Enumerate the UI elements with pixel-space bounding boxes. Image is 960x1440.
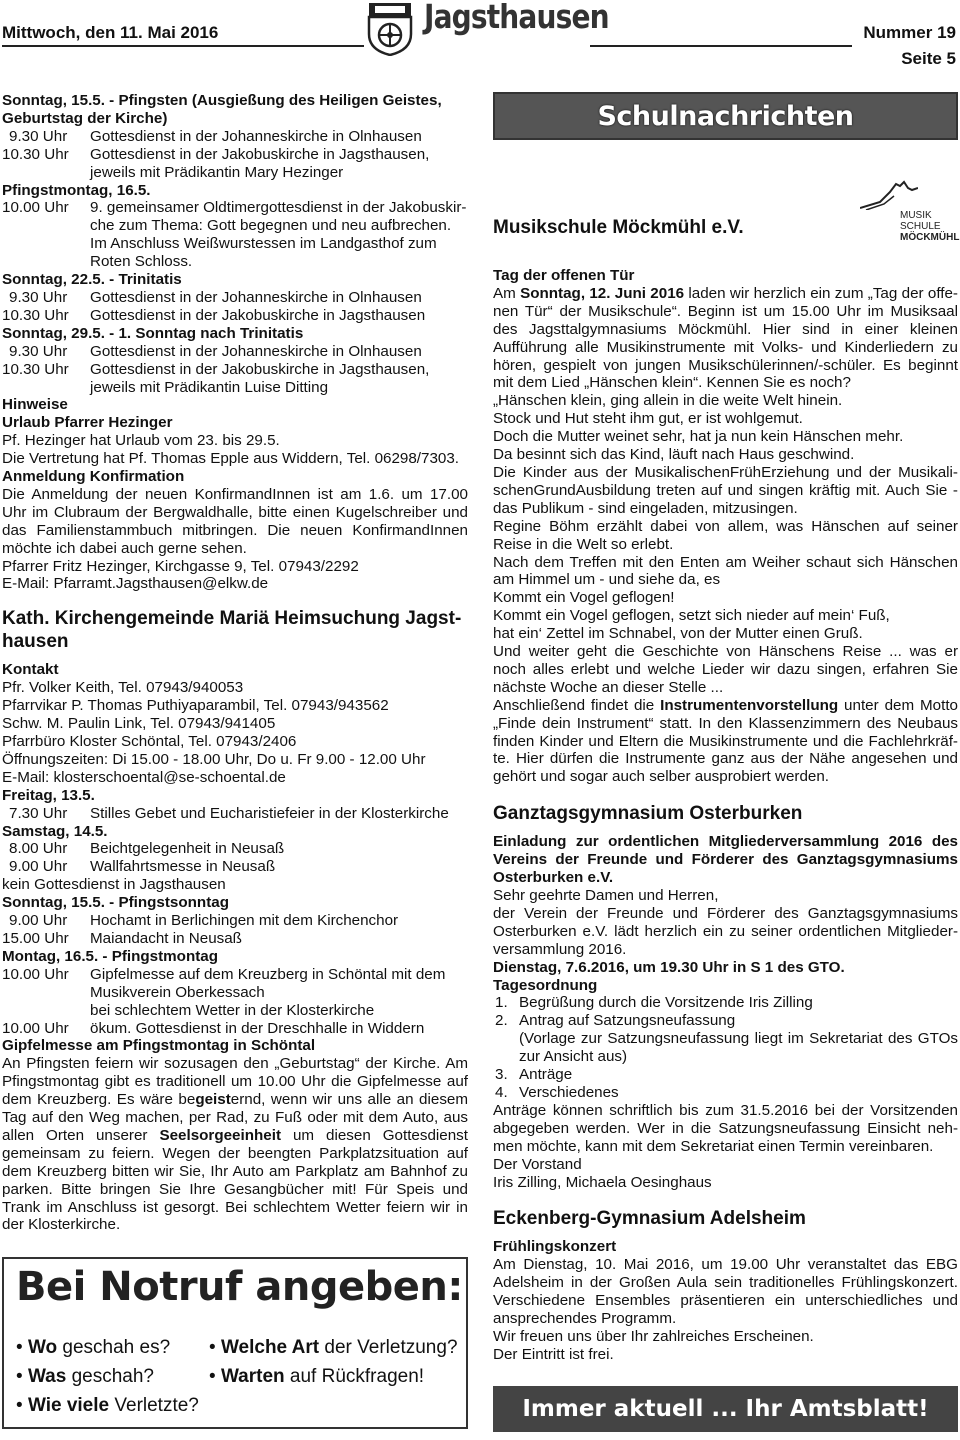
notruf-item: • Welche Art der Verletzung?: [209, 1337, 458, 1358]
musikschule-logo: MUSIK SCHULE MÖCKMÜHL: [860, 180, 958, 236]
town-name: Jagsthausen: [424, 0, 609, 36]
service-note: jeweils mit Prädikantin Mary Hezinger: [90, 163, 344, 181]
trinitatis1-heading: Sonntag, 29.5. - 1. Sonntag nach Trinitatis: [2, 324, 304, 342]
ganztags-heading: Ganztagsgymnasium Osterburken: [493, 803, 803, 825]
ganztags-text: Sehr geehrte Damen und Herren,: [493, 887, 719, 904]
vogel-line: hat ein‘ Zettel im Schnabel, von der Mutter einen Gruß.: [493, 625, 863, 643]
gipfelmesse-text: An Pfingsten feiern wir sozusagen den „Geburtstag“ der Kirche. Am Pfingstmontag gibt es traditionell um 10.00 Uhr die Gipfelmesse auf dem Kreuzberg. Es wäre begeisternd, wenn wir uns alle an diesem Tag auf den Weg machen, per Rad, zu Fuß oder mit dem Auto, aus allen Orten unserer Seelsorgeeinheit um diesen Gottesdienst gemeinsam zu feiern. Wegen der beengten Parkplatzsituation auf dem Kreuzberg bitten wir Sie, Ihr Auto am Parkplatz am Bahnhof zu parken. Bitte bringen Sie Ihre Gesangbücher mit! Für Speis und Trank im Anschluss ist gesorgt. Bei schlechtem Wetter feiern wir in der Klosterkirche.: [2, 1055, 469, 1234]
list-item: 4. Verschiedenes: [495, 1083, 619, 1101]
gipfelmesse-heading: Gipfelmesse am Pfingstmontag in Schöntal: [2, 1037, 316, 1055]
left-column: [2, 92, 468, 1234]
service-row: 15.00 Uhr Maiandacht in Neusaß: [2, 929, 242, 947]
notruf-item: • Warten auf Rückfragen!: [209, 1366, 425, 1387]
issue-date: Mittwoch, den 11. Mai 2016: [2, 23, 219, 42]
trinitatis-heading: Sonntag, 22.5. - Trinitatis: [2, 271, 182, 289]
town-crest-icon: [365, 0, 415, 56]
lied-line: Da besinnt sich das Kind, läuft nach Haus geschwind.: [493, 446, 855, 464]
list-item: 1. Begrüßung durch die Vorsitzende Iris Zilling: [495, 994, 813, 1012]
eckenberg-text: Wir freuen uns über Ihr zahlreiches Erscheinen.: [493, 1327, 814, 1345]
kontakt-line: Pfr. Volker Keith, Tel. 07943/940053: [2, 679, 244, 697]
pfarrer-contact: Pfarrer Fritz Hezinger, Kirchgasse 9, Tel. 07943/2292: [2, 557, 359, 575]
service-row: 9.00 Uhr Hochamt in Berlichingen mit dem Kirchenchor: [9, 912, 399, 930]
kein-gottesdienst: kein Gottesdienst in Jagsthausen: [2, 876, 226, 894]
names-line: Iris Zilling, Michaela Oesinghaus: [493, 1173, 712, 1191]
ganztags-text: Anträge können schriftlich bis zum 31.5.2016 bei der Vorsitzenden abgegeben werden. Wer in die Satzungsneufassung Einsicht neh-men möchte, kann mit dem Sekretariat einen Termin vereinbaren.: [493, 1101, 958, 1155]
notruf-item: • Wie viele Verletzte?: [16, 1395, 199, 1416]
page-number: Seite 5: [901, 49, 956, 68]
tagesordnung-list: [493, 994, 958, 1101]
pfingstsonntag-heading: Sonntag, 15.5. - Pfingstsonntag: [2, 894, 229, 912]
service-row: 10.00 Uhr 9. gemeinsamer Oldtimergottesdienst in der Jakobuskir- che zum Thema: Gott begegnen und neu aufbrechen. Im Anschluss Weißwurstessen im Landgasthof zum Roten Schloss.: [2, 199, 467, 271]
samstag-heading: Samstag, 14.5.: [2, 822, 108, 840]
service-row: 9.30 Uhr Gottesdienst in der Johanneskirche in Olnhausen: [9, 288, 422, 306]
ganztags-date: Dienstag, 7.6.2016, um 19.30 Uhr in S 1 des GTO.: [493, 958, 845, 976]
page-header: [0, 0, 960, 78]
notruf-item: • Wo geschah es?: [16, 1337, 171, 1358]
ganztags-subheading: Einladung zur ordentlichen Mitgliederversammlung 2016 des Vereins der Freunde und Förderer des Ganztagsgymnasiums Osterburken e.V.: [493, 833, 958, 887]
right-column: [493, 216, 958, 1364]
montag-heading: Montag, 16.5. - Pfingstmontag: [2, 947, 219, 965]
tag-text: Anschließend findet die Instrumentenvorstellung unter dem Motto „Finde dein Instrument“ statt. In den Klassenzimmern des Neubaus finden Kinder und Eltern die Musikinstrumente und die Fachlehrkräf-te. Hier dürfen die Instrumente ganz aus der Nähe angesehen und gehört und sogar auch selber ausprobiert werden.: [493, 696, 958, 786]
service-row: 7.30 Uhr Stilles Gebet und Eucharistiefeier in der Klosterkirche: [9, 804, 449, 822]
notruf-item: • Was geschah?: [16, 1366, 154, 1387]
notruf-title: Bei Notruf angeben:: [16, 1264, 463, 1310]
service-row: 10.00 Uhr Gipfelmesse auf dem Kreuzberg in Schöntal mit dem Musikverein Oberkessach bei schlechtem Wetter in der Klosterkirche: [2, 965, 446, 1019]
lied-line: Doch die Mutter weinet sehr, hat ja nun kein Hänschen mehr.: [493, 428, 904, 446]
list-item: (Vorlage zur Satzungsneufassung liegt im Sekretariat des GTOs zur Ansicht aus): [519, 1030, 958, 1066]
service-row: 9.30 Uhr Gottesdienst in der Johanneskirche in Olnhausen: [9, 127, 422, 145]
service-row: 10.30 Uhr Gottesdienst in der Jakobuskirche in Jagsthausen: [2, 306, 426, 324]
issue-number: Nummer 19: [863, 23, 956, 42]
eckenberg-text: Am Dienstag, 10. Mai 2016, um 19.00 Uhr veranstaltet das EBG Adelsheim in der Großen Aula sein traditionelles Frühlingskonzert. Verschiedene Ensembles präsentieren ein unterschiedliches und ansprechendes Programm.: [493, 1256, 958, 1328]
pfarramt-email: E-Mail: Pfarramt.Jagsthausen@elkw.de: [2, 575, 269, 593]
kontakt-heading: Kontakt: [2, 661, 59, 679]
service-row: 8.00 Uhr Beichtgelegenheit in Neusaß: [9, 840, 285, 858]
tag-text: Am Sonntag, 12. Juni 2016 laden wir herzlich ein zum „Tag der offe-nen Tür“ der Musikschule“. Beginn ist um 15.00 Uhr im Musiksaal des Jagsttalgymnasiums Möckmühl. Hier sind in einer kleinen Aufführung alle Musikinstrumente mit Volks- und Kinderliedern zu hören, gespielt von jungen Musikschülerinnen/-schüler. Es beginnt mit dem Lied „Hänschen klein“. Kennen Sie es noch?: [493, 284, 958, 392]
ganztags-text: der Verein der Freunde und Förderer des Ganztagsgymnasiums Osterburken e.V. lädt herzlich ein zu seiner ordentlichen Mitglieder-versammlung 2016.: [493, 904, 958, 958]
pfingsten-heading: Sonntag, 15.5. - Pfingsten (Ausgießung des Heiligen Geistes, Geburtstag der Kirche): [2, 92, 442, 127]
fruehling-heading: Frühlingskonzert: [493, 1238, 617, 1256]
amtsblatt-banner: Immer aktuell ... Ihr Amtsblatt!: [493, 1386, 958, 1432]
freitag-heading: Freitag, 13.5.: [2, 786, 95, 804]
tag-text: Regine Böhm erzählt dabei von allem, was Hänschen auf seiner Reise in die Welt so erlebt.: [493, 517, 958, 553]
kontakt-line: Pfarrvikar P. Thomas Puthiyaparambil, Tel. 07943/943562: [2, 697, 389, 715]
musikschule-heading: Musikschule Möckmühl e.V.: [493, 217, 744, 238]
kontakt-line: Schw. M. Paulin Link, Tel. 07943/941405: [2, 715, 276, 733]
kontakt-line: Öffnungszeiten: Di 15.00 - 18.00 Uhr, Do u. Fr 9.00 - 12.00 Uhr: [2, 750, 426, 768]
header-rule-left: [2, 45, 364, 47]
kontakt-line: E-Mail: klosterschoental@se-schoental.de: [2, 768, 286, 786]
header-rule-right: [590, 45, 852, 47]
castle-logo-icon: [860, 180, 918, 210]
service-row: 10.30 Uhr Gottesdienst in der Jakobuskirche in Jagsthausen,: [2, 145, 430, 163]
service-row: 9.30 Uhr Gottesdienst in der Johanneskirche in Olnhausen: [9, 342, 422, 360]
vogel-line: Kommt ein Vogel geflogen, setzt sich nieder auf mein‘ Fuß,: [493, 607, 890, 625]
urlaub-line: Die Vertretung hat Pf. Thomas Epple aus Widdern, Tel. 06298/7303.: [2, 450, 460, 468]
vorstand-line: Der Vorstand: [493, 1155, 582, 1173]
tag-text: Und weiter geht die Geschichte von Hänschens Reise ... was er noch alles erlebt und welche Lieder wir dazu singen, erfahren Sie nächste Woche an dieser Stelle ...: [493, 643, 958, 696]
service-row: 10.30 Uhr Gottesdienst in der Jakobuskirche in Jagsthausen,: [2, 360, 430, 378]
kath-heading: Kath. Kirchengemeinde Mariä Heimsuchung Jagst-hausen: [2, 608, 462, 653]
list-item: 2. Antrag auf Satzungsneufassung: [495, 1012, 736, 1030]
service-row: 10.00 Uhr ökum. Gottesdienst in der Dreschhalle in Widdern: [2, 1019, 425, 1037]
schulnachrichten-banner: Schulnachrichten: [493, 92, 958, 140]
konfirmation-text: Die Anmeldung der neuen KonfirmandInnen ist am 1.6. um 17.00 Uhr im Clubraum der Bergwaldhalle, bitte einen Kugelschreiber und das Familienstammbuch mitbringen. Die neuen KonfirmandInnen möchte ich dabei auch gerne sehen.: [2, 485, 468, 557]
tag-text: Die Kinder aus der MusikalischenFrühErziehung und der Musikali-schenGrundAusbildung treten auf und singen kräftig mit. Auch Sie - das Publikum - sind eingeladen, mitzusingen.: [493, 463, 958, 517]
tagesordnung-heading: Tagesordnung: [493, 976, 598, 994]
kontakt-line: Pfarrbüro Kloster Schöntal, Tel. 07943/2406: [2, 733, 297, 750]
urlaub-heading: Urlaub Pfarrer Hezinger: [2, 414, 173, 432]
urlaub-line: Pf. Hezinger hat Urlaub vom 23. bis 29.5.: [2, 432, 280, 450]
service-note: jeweils mit Prädikantin Luise Ditting: [90, 378, 329, 396]
eckenberg-heading: Eckenberg-Gymnasium Adelsheim: [493, 1208, 806, 1230]
list-item: 3. Anträge: [495, 1066, 573, 1084]
vogel-line: Kommt ein Vogel geflogen!: [493, 589, 675, 607]
lied-line: Stock und Hut steht ihm gut, er ist wohlgemut.: [493, 410, 803, 428]
hinweise-heading: Hinweise: [2, 396, 68, 414]
pfingstmontag-heading: Pfingstmontag, 16.5.: [2, 181, 151, 199]
notruf-box: [2, 1257, 468, 1429]
konfirmation-heading: Anmeldung Konfirmation: [2, 468, 185, 486]
service-row: 9.00 Uhr Wallfahrtsmesse in Neusaß: [9, 858, 276, 876]
tag-heading: Tag der offenen Tür: [493, 267, 635, 284]
eckenberg-text: Der Eintritt ist frei.: [493, 1345, 614, 1363]
tag-text: Nach dem Treffen mit den Enten am Weiher schaut sich Hänschen am Himmel um - und siehe da, es: [493, 553, 958, 589]
lied-line: „Hänschen klein, ging allein in die weite Welt hinein.: [493, 392, 843, 410]
